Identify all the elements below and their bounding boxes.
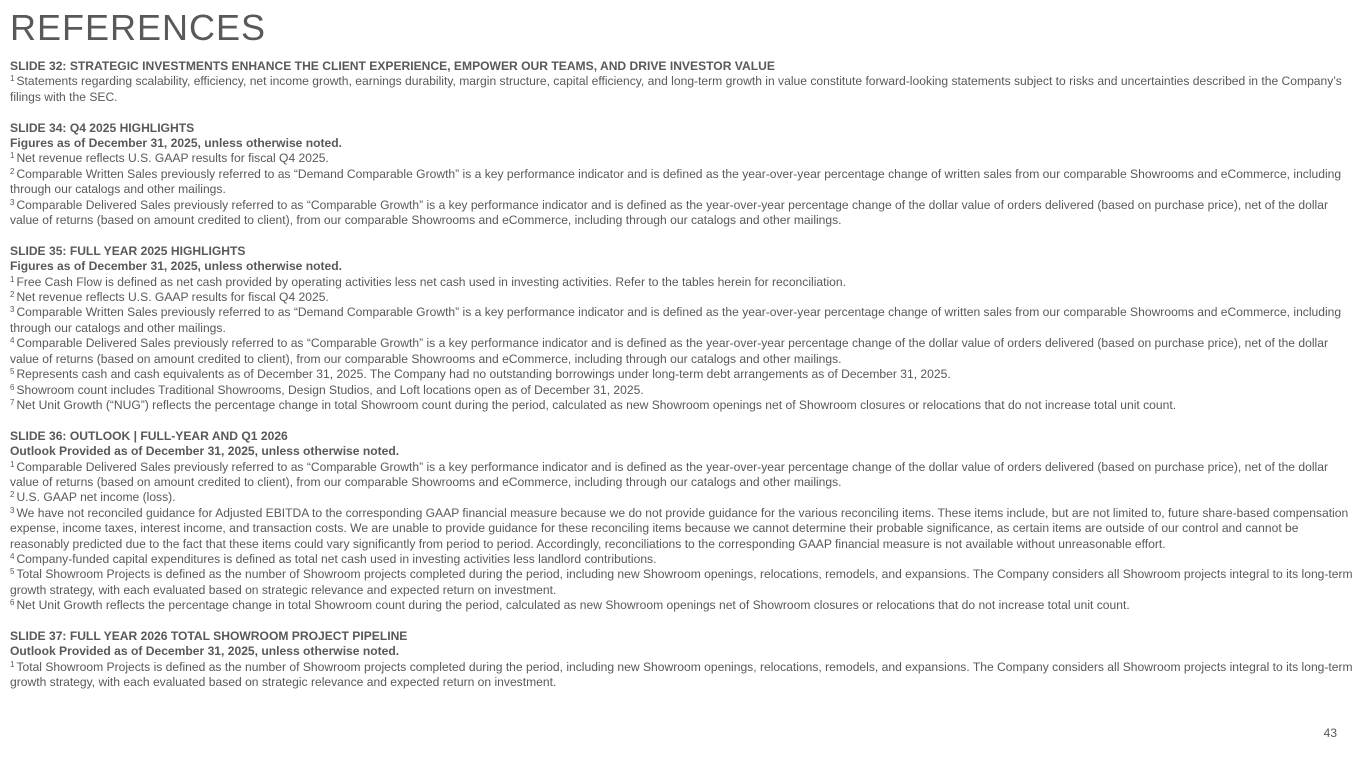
footnote-number: 2	[10, 290, 15, 300]
reference-section	[10, 59, 1355, 105]
section-heading: SLIDE 32: STRATEGIC INVESTMENTS ENHANCE THE CLIENT EXPERIENCE, EMPOWER OUR TEAMS, AND DRIVE INVESTOR VALUE	[10, 59, 775, 73]
footnote-number: 2	[10, 166, 15, 176]
footnote-number: 1	[10, 274, 15, 284]
footnote	[10, 367, 1355, 382]
page-number: 43	[1323, 726, 1337, 740]
footnote	[10, 567, 1355, 598]
footnote-number: 7	[10, 397, 15, 407]
page-title: REFERENCES	[10, 7, 267, 48]
section-heading: SLIDE 35: FULL YEAR 2025 HIGHLIGHTS	[10, 243, 246, 258]
footnote	[10, 490, 1355, 505]
footnote-text: Net Unit Growth reflects the percentage change in total Showroom count during the period, calculated as new Showroom openings net of Showroom closures or relocations that do not increase total unit count.	[16, 598, 1130, 613]
footnote-text: Net revenue reflects U.S. GAAP results for fiscal Q4 2025.	[16, 151, 329, 166]
footnote-text: Represents cash and cash equivalents as of December 31, 2025. The Company had no outstanding borrowings under long-term debt arrangements as of December 31, 2025.	[16, 367, 951, 382]
footnote	[10, 305, 1355, 336]
footnote-text: Total Showroom Projects is defined as the number of Showroom projects completed during the period, including new Showroom openings, relocations, remodels, and expansions. The Company considers all Showroom projects integral to its long-term growth strategy, with each evaluated based on strategic relevance and expected return on investment.	[10, 659, 1353, 690]
footnote-number: 5	[10, 367, 15, 377]
reference-section	[10, 244, 1355, 413]
footnote	[10, 336, 1355, 367]
footnote-text: Comparable Written Sales previously referred to as “Demand Comparable Growth” is a key performance indicator and is defined as the year-over-year percentage change of written sales from our comparable Showrooms and eCommerce, including through our catalogs and other mailings.	[10, 305, 1342, 335]
references-content	[10, 59, 1355, 706]
footnote-number: 1	[10, 151, 15, 161]
footnote	[10, 660, 1355, 691]
section-heading: SLIDE 34: Q4 2025 HIGHLIGHTS	[10, 120, 195, 135]
footnote-text: Comparable Delivered Sales previously referred to as “Comparable Growth” is a key performance indicator and is defined as the year-over-year percentage change of the dollar value of orders delivered (based on purchase price), net of the dollar value of returns (based on amount credited to client), from our comparable Showrooms and eCommerce, including through our catalogs and other mailings.	[10, 336, 1328, 366]
footnote-number: 4	[10, 336, 15, 346]
footnote	[10, 460, 1355, 491]
footnote	[10, 598, 1355, 613]
footnote-number: 5	[10, 567, 15, 577]
reference-section	[10, 121, 1355, 229]
section-subheading: Outlook Provided as of December 31, 2025, unless otherwise noted.	[10, 644, 400, 659]
footnote-text: Statements regarding scalability, efficiency, net income growth, earnings durability, margin structure, capital efficiency, and long-term growth in value constitute forward-looking statements subject to risks and uncertainties described in the Company’s filings with the SEC.	[10, 74, 1342, 104]
footnote-text: Net revenue reflects U.S. GAAP results for fiscal Q4 2025.	[16, 290, 329, 305]
footnote-text: Comparable Written Sales previously referred to as “Demand Comparable Growth” is a key performance indicator and is defined as the year-over-year percentage change of written sales from our comparable Showrooms and eCommerce, including through our catalogs and other mailings.	[10, 166, 1342, 197]
footnote	[10, 552, 1355, 567]
footnote-text: We have not reconciled guidance for Adjusted EBITDA to the corresponding GAAP financial measure because we do not provide guidance for the various reconciling items. These items include, but are not limited to, future share-based compensation expense, income taxes, interest income, and transaction costs. We are unable to provide guidance for these reconciling items because we cannot determine their probable significance, as certain items are outside of our control and cannot be reasonably predicted due to the fact that these items could vary significantly from period to period. Accordingly, reconciliations to the corresponding GAAP financial measure is not available without unreasonable effort.	[10, 505, 1349, 551]
reference-section	[10, 629, 1355, 691]
footnote	[10, 398, 1355, 413]
footnote	[10, 167, 1355, 198]
footnote-number: 1	[10, 74, 15, 84]
section-subheading: Outlook Provided as of December 31, 2025, unless otherwise noted.	[10, 444, 400, 459]
footnote-text: Comparable Delivered Sales previously referred to as “Comparable Growth” is a key performance indicator and is defined as the year-over-year percentage change of the dollar value of orders delivered (based on purchase price), net of the dollar value of returns (based on amount credited to client), from our comparable Showrooms and eCommerce, including through our catalogs and other mailings.	[10, 197, 1328, 228]
footnote-number: 1	[10, 459, 15, 469]
footnote-number: 3	[10, 505, 15, 515]
section-subheading: Figures as of December 31, 2025, unless otherwise noted.	[10, 136, 343, 151]
footnote-text: U.S. GAAP net income (loss).	[16, 490, 176, 505]
footnote-number: 3	[10, 305, 15, 315]
footnote-number: 2	[10, 490, 15, 500]
footnote	[10, 383, 1355, 398]
footnote-number: 3	[10, 197, 15, 207]
footnote	[10, 151, 1355, 166]
footnote-text: Comparable Delivered Sales previously referred to as “Comparable Growth” is a key performance indicator and is defined as the year-over-year percentage change of the dollar value of orders delivered (based on purchase price), net of the dollar value of returns (based on amount credited to client), from our comparable Showrooms and eCommerce, including through our catalogs and other mailings.	[10, 459, 1328, 489]
footnote-text: Showroom count includes Traditional Showrooms, Design Studios, and Loft locations open as of December 31, 2025.	[16, 382, 644, 397]
footnote-text: Free Cash Flow is defined as net cash provided by operating activities less net cash used in investing activities. Refer to the tables herein for reconciliation.	[16, 274, 846, 289]
footnote-number: 4	[10, 551, 15, 561]
footnote-number: 6	[10, 598, 15, 608]
reference-section	[10, 429, 1355, 614]
footnote	[10, 506, 1355, 552]
footnote	[10, 74, 1355, 105]
footnote	[10, 290, 1355, 305]
footnote-number: 6	[10, 382, 15, 392]
footnote-text: Company-funded capital expenditures is defined as total net cash used in investing activities less landlord contributions.	[16, 551, 657, 566]
footnote-text: Total Showroom Projects is defined as the number of Showroom projects completed during the period, including new Showroom openings, relocations, remodels, and expansions. The Company considers all Showroom projects integral to its long-term growth strategy, with each evaluated based on strategic relevance and expected return on investment.	[10, 567, 1353, 597]
footnote-text: Net Unit Growth (“NUG”) reflects the percentage change in total Showroom count during the period, calculated as new Showroom openings net of Showroom closures or relocations that do not increase total unit count.	[16, 397, 1177, 412]
section-heading: SLIDE 36: OUTLOOK | FULL-YEAR AND Q1 2026	[10, 428, 288, 443]
section-heading: SLIDE 37: FULL YEAR 2026 TOTAL SHOWROOM PROJECT PIPELINE	[10, 628, 408, 643]
section-subheading: Figures as of December 31, 2025, unless otherwise noted.	[10, 259, 343, 274]
footnote	[10, 198, 1355, 229]
footnote-number: 1	[10, 659, 15, 669]
footnote	[10, 275, 1355, 290]
